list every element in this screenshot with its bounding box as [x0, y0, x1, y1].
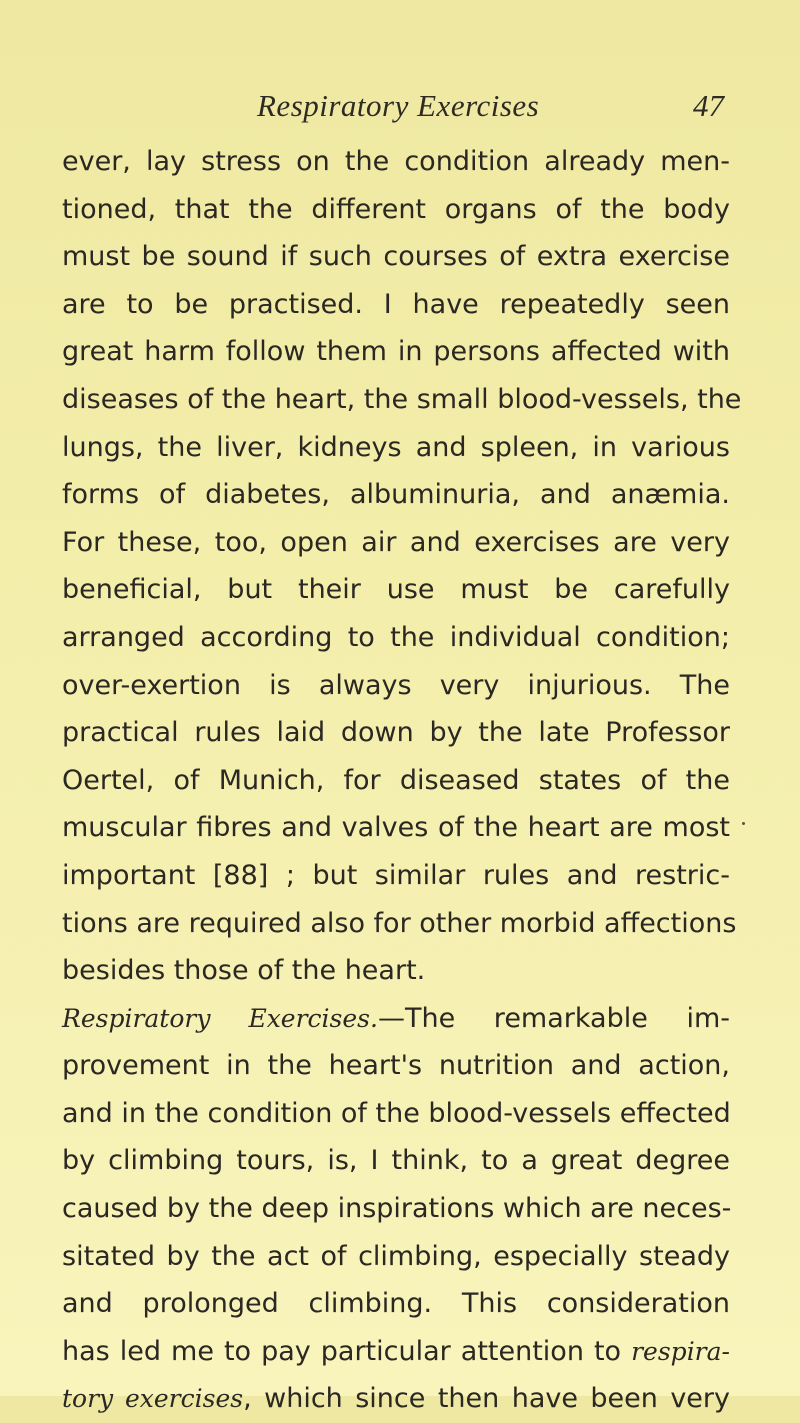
final-text-line [62, 1375, 730, 1423]
text-line: sitated by the act of climbing, especially steady [62, 1240, 730, 1272]
text-line: tions are required also for other morbid affections [62, 907, 737, 939]
text-line: important [88] ; but similar rules and restric- [62, 859, 730, 891]
text-line: For these, too, open air and exercises are very [62, 526, 730, 558]
text-line-start: has led me to pay particular attention to [62, 1335, 622, 1367]
text-line: forms of diabetes, albuminuria, and anæmia. [62, 479, 730, 511]
body-text [62, 138, 742, 1423]
section-heading: Respiratory Exercises. [62, 1003, 378, 1033]
text-line: and in the condition of the blood-vessels effected [62, 1097, 731, 1129]
text-line: over-exertion is always very injurious. The [62, 669, 730, 701]
text-line: ever, lay stress on the condition already men- [62, 146, 730, 177]
text-line-with-italic [62, 1328, 730, 1376]
text-line: beneficial, but their use must be carefully [62, 574, 730, 606]
italic-term-part1: respira- [631, 1336, 730, 1366]
text-line: tioned, that the different organs of the body [62, 193, 730, 225]
section-first-line-rest: —The remarkable im- [377, 1002, 731, 1034]
text-line: provement in the heart's nutrition and action, [62, 1050, 730, 1082]
text-line: practical rules laid down by the late Professor [62, 717, 730, 749]
text-line: diseases of the heart, the small blood-vessels, the [62, 383, 742, 415]
text-line: caused by the deep inspirations which are neces- [62, 1193, 732, 1225]
text-line: besides those of the heart. [62, 955, 426, 987]
italic-term-part2: tory exercises [62, 1384, 244, 1414]
running-head [62, 86, 724, 126]
text-line: Oertel, of Munich, for diseased states of the [62, 764, 730, 796]
text-line: and prolonged climbing. This consideration [62, 1288, 730, 1320]
text-line: lungs, the liver, kidneys and spleen, in various [62, 431, 730, 463]
text-line: must be sound if such courses of extra exercise [62, 241, 730, 273]
text-line: great harm follow them in persons affected with [62, 336, 730, 368]
text-line: arranged according to the individual condition; [62, 621, 730, 653]
running-title: Respiratory Exercises [257, 88, 540, 123]
text-line: are to be practised. I have repeatedly seen [62, 288, 730, 320]
section-first-line [62, 995, 730, 1043]
page-number: 47 [693, 88, 724, 123]
final-line-rest: , which since then have been very [243, 1383, 730, 1415]
paper-speck [742, 822, 745, 825]
text-line: muscular fibres and valves of the heart are most [62, 812, 730, 844]
text-line: by climbing tours, is, I think, to a great degree [62, 1145, 730, 1177]
